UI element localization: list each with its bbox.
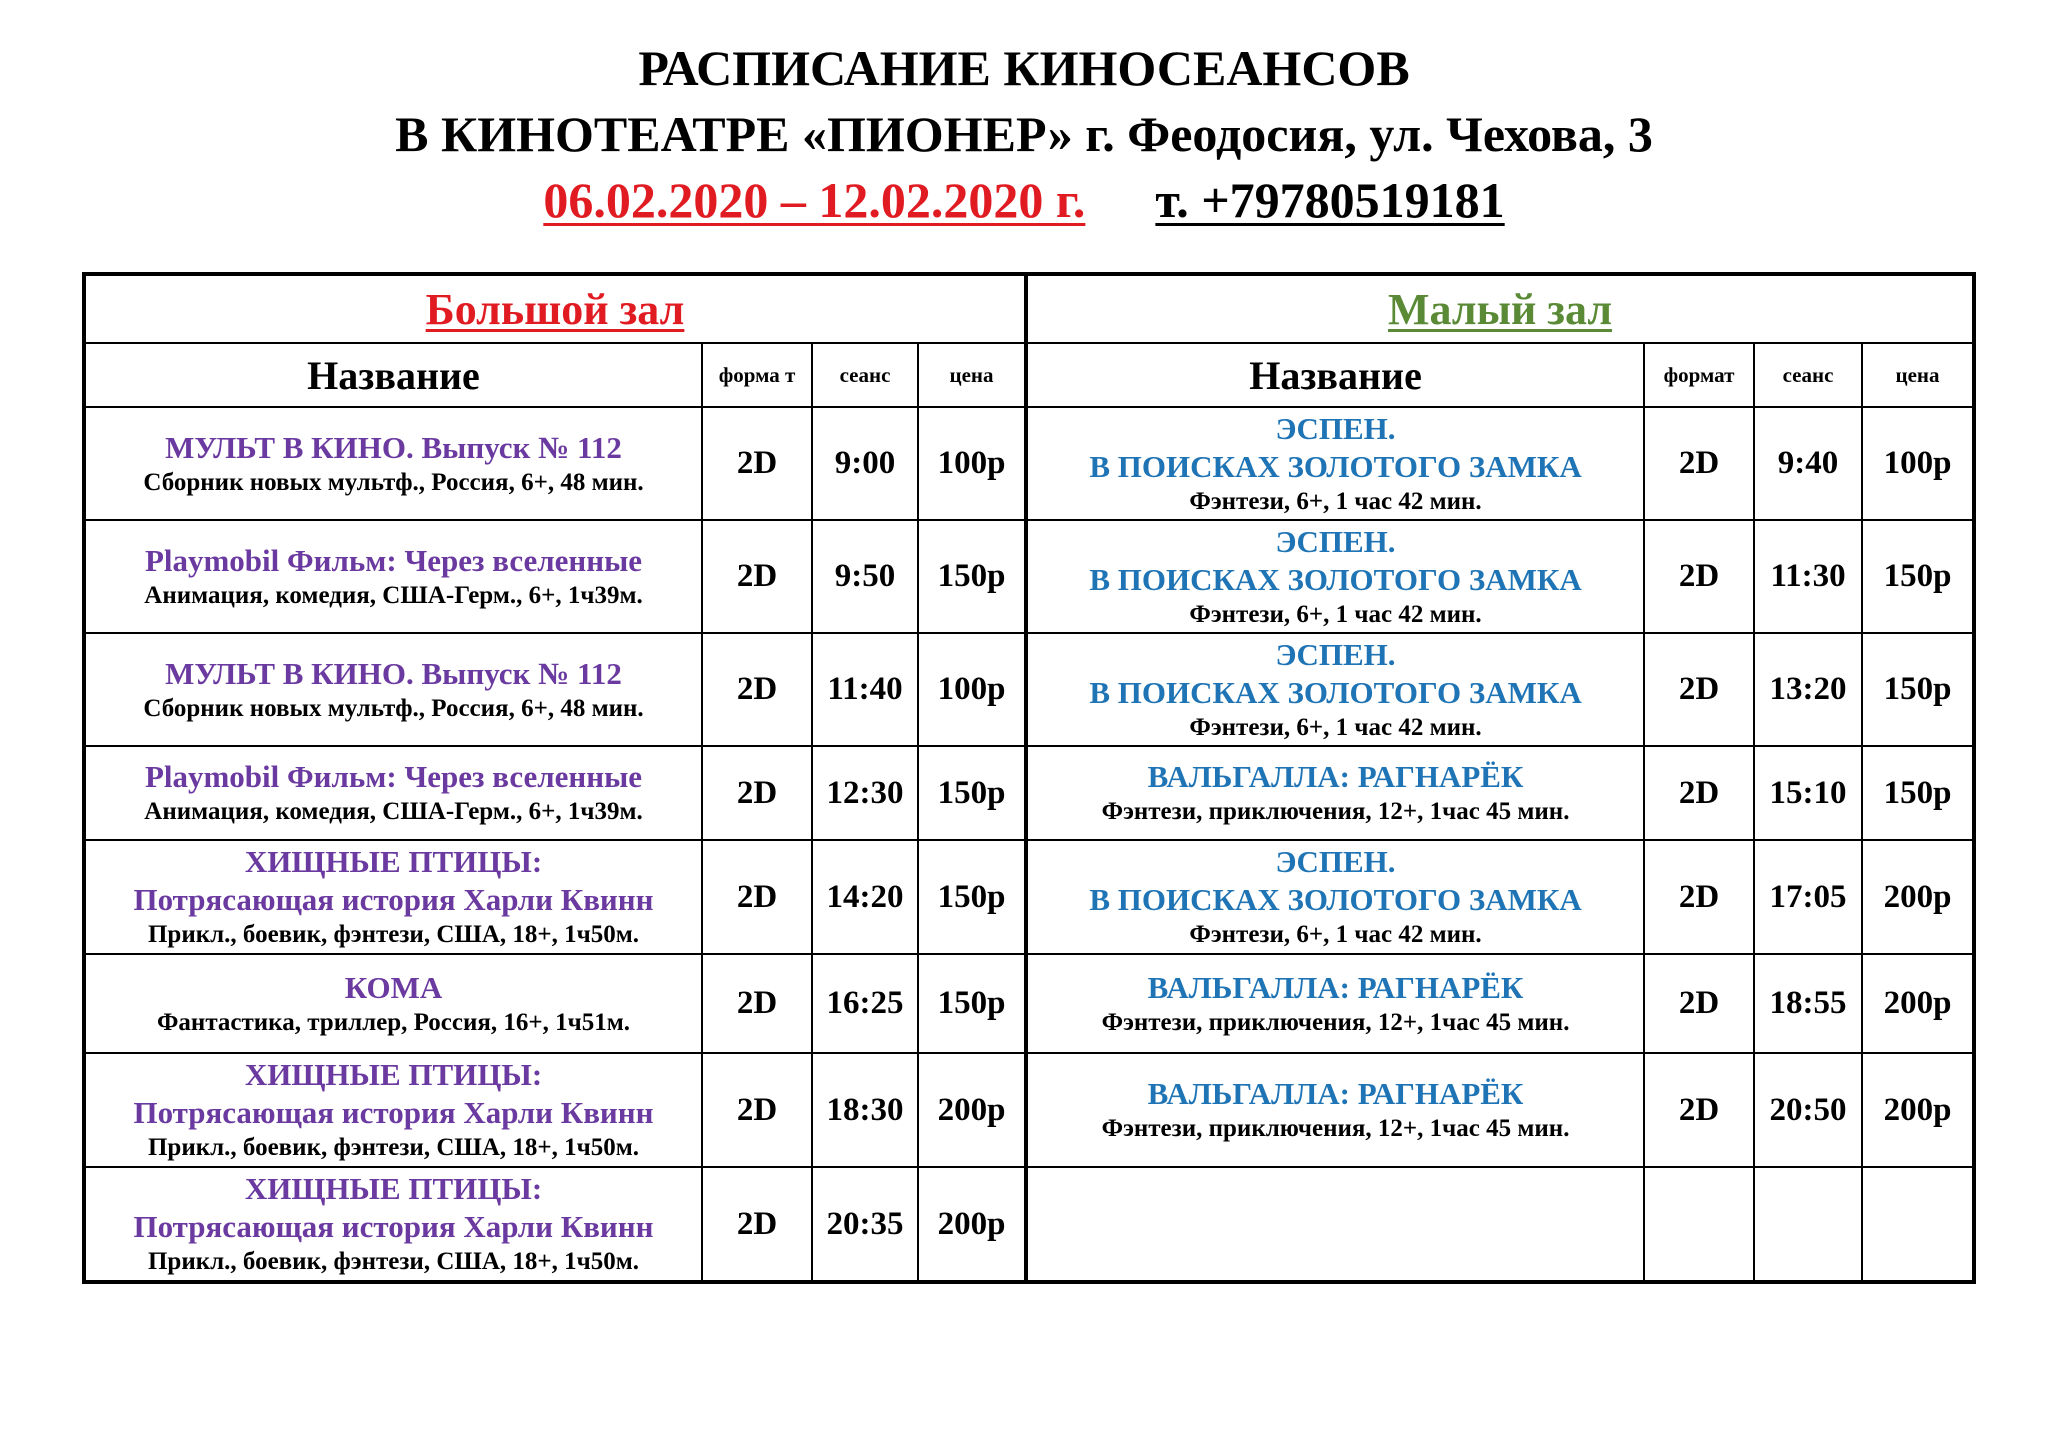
- session-cell-big: 16:25: [812, 954, 918, 1053]
- movie-title: ВАЛЬГАЛЛА: РАГНАРЁК: [1147, 969, 1524, 1005]
- session-cell-small: 20:50: [1754, 1053, 1862, 1167]
- price-cell-big: 150р: [918, 954, 1026, 1053]
- session-cell-big: 12:30: [812, 746, 918, 840]
- movie-info: Прикл., боевик, фэнтези, США, 18+, 1ч50м.: [147, 1134, 640, 1161]
- movie-title: ХИЩНЫЕ ПТИЦЫ:: [244, 844, 543, 879]
- session-cell-big: 20:35: [812, 1167, 918, 1282]
- movie-title: ВАЛЬГАЛЛА: РАГНАРЁК: [1147, 1076, 1524, 1111]
- hall-small-label: Малый зал: [1388, 284, 1613, 334]
- movie-cell-big: [84, 840, 702, 954]
- format-cell-small: 2D: [1644, 746, 1754, 840]
- price-cell-big: 200р: [918, 1167, 1026, 1282]
- movie-title: Потрясающая история Харли Квинн: [133, 1209, 654, 1244]
- price-cell-small: 200р: [1862, 1053, 1974, 1167]
- dates-phone-line: [0, 170, 2048, 230]
- table-row: [84, 407, 1974, 520]
- movie-title: Потрясающая история Харли Квинн: [133, 1095, 654, 1130]
- price-cell-big: 200р: [918, 1053, 1026, 1167]
- hall-big-label: Большой зал: [425, 284, 685, 334]
- movie-title: Playmobil Фильм: Через вселенные: [144, 759, 643, 794]
- schedule-rows: [84, 407, 1974, 1282]
- format-cell-big: 2D: [702, 407, 812, 520]
- session-cell-small: 17:05: [1754, 840, 1862, 954]
- movie-cell-big: [84, 407, 702, 520]
- session-cell-small: 15:10: [1754, 746, 1862, 840]
- session-cell-big: 18:30: [812, 1053, 918, 1167]
- movie-title: МУЛЬТ В КИНО. Выпуск № 112: [165, 429, 622, 465]
- movie-info: Фэнтези, 6+, 1 час 42 мин.: [1189, 713, 1482, 741]
- movie-cell-small: [1026, 1053, 1644, 1167]
- movie-cell-small: [1026, 520, 1644, 633]
- price-cell-big: 150р: [918, 746, 1026, 840]
- movie-cell-small: [1026, 407, 1644, 520]
- hall-small-cell: [1026, 274, 1974, 343]
- schedule-title: РАСПИСАНИЕ КИНОСЕАНСОВ: [638, 40, 1410, 96]
- format-cell-big: 2D: [702, 746, 812, 840]
- movie-info: Анимация, комедия, США-Герм., 6+, 1ч39м.: [144, 581, 643, 609]
- format-cell-big: 2D: [702, 520, 812, 633]
- movie-title: В ПОИСКАХ ЗОЛОТОГО ЗАМКА: [1089, 448, 1582, 484]
- format-cell-small: 2D: [1644, 520, 1754, 633]
- table-row: [84, 840, 1974, 954]
- movie-info: Фэнтези, 6+, 1 час 42 мин.: [1189, 600, 1482, 628]
- movie-cell-big: [84, 1167, 702, 1282]
- col-name-big: Название: [84, 343, 702, 407]
- session-cell-small: 11:30: [1754, 520, 1862, 633]
- column-header-row: [84, 343, 1974, 407]
- movie-cell-small: [1026, 954, 1644, 1053]
- movie-title: ХИЩНЫЕ ПТИЦЫ:: [244, 1171, 543, 1206]
- price-cell-big: 100р: [918, 633, 1026, 746]
- movie-info: Прикл., боевик, фэнтези, США, 18+, 1ч50м.: [147, 1248, 640, 1275]
- format-cell-small: 2D: [1644, 1053, 1754, 1167]
- hall-header-row: [84, 274, 1974, 343]
- price-cell-big: 150р: [918, 520, 1026, 633]
- session-cell-small: 18:55: [1754, 954, 1862, 1053]
- session-cell-big: 14:20: [812, 840, 918, 954]
- movie-title: Playmobil Фильм: Через вселенные: [144, 542, 643, 578]
- movie-title: ЭСПЕН.: [1275, 410, 1396, 446]
- format-cell-small: 2D: [1644, 954, 1754, 1053]
- movie-info: Фэнтези, приключения, 12+, 1час 45 мин.: [1101, 798, 1570, 825]
- movie-title: ЭСПЕН.: [1275, 636, 1396, 672]
- session-cell-big: 9:00: [812, 407, 918, 520]
- session-cell-small: [1754, 1167, 1862, 1282]
- col-price-small: цена: [1862, 343, 1974, 407]
- movie-title: КОМА: [344, 969, 443, 1005]
- col-session-big: сеанс: [812, 343, 918, 407]
- price-cell-small: 150р: [1862, 520, 1974, 633]
- movie-info: Фантастика, триллер, Россия, 16+, 1ч51м.: [156, 1008, 631, 1036]
- session-cell-big: 11:40: [812, 633, 918, 746]
- col-price-big: цена: [918, 343, 1026, 407]
- schedule-table: [82, 272, 1976, 1284]
- col-format-small: формат: [1644, 343, 1754, 407]
- movie-info: Фэнтези, 6+, 1 час 42 мин.: [1189, 921, 1482, 948]
- format-cell-small: 2D: [1644, 407, 1754, 520]
- price-cell-small: 150р: [1862, 746, 1974, 840]
- movie-title: В ПОИСКАХ ЗОЛОТОГО ЗАМКА: [1089, 882, 1582, 917]
- movie-cell-big: [84, 1053, 702, 1167]
- col-name-small: Название: [1026, 343, 1644, 407]
- movie-info: Сборник новых мультф., Россия, 6+, 48 мин.: [143, 694, 644, 722]
- movie-info: Анимация, комедия, США-Герм., 6+, 1ч39м.: [144, 798, 643, 825]
- table-row: [84, 1053, 1974, 1167]
- movie-cell-small: [1026, 746, 1644, 840]
- movie-cell-big: [84, 954, 702, 1053]
- table-row: [84, 633, 1974, 746]
- col-format-big: форма т: [702, 343, 812, 407]
- movie-cell-small: [1026, 840, 1644, 954]
- movie-title: МУЛЬТ В КИНО. Выпуск № 112: [165, 655, 622, 691]
- movie-cell-big: [84, 520, 702, 633]
- movie-title: ВАЛЬГАЛЛА: РАГНАРЁК: [1147, 759, 1524, 794]
- cinema-address: В КИНОТЕАТРЕ «ПИОНЕР» г. Феодосия, ул. Чехова, 3: [395, 106, 1653, 162]
- movie-title: ЭСПЕН.: [1275, 523, 1396, 559]
- format-cell-big: 2D: [702, 954, 812, 1053]
- movie-title: В ПОИСКАХ ЗОЛОТОГО ЗАМКА: [1089, 674, 1582, 710]
- date-range: 06.02.2020 – 12.02.2020 г.: [543, 172, 1086, 228]
- format-cell-big: 2D: [702, 1167, 812, 1282]
- table-row: [84, 1167, 1974, 1282]
- movie-info: Фэнтези, приключения, 12+, 1час 45 мин.: [1101, 1008, 1570, 1036]
- format-cell-big: 2D: [702, 840, 812, 954]
- price-cell-small: [1862, 1167, 1974, 1282]
- movie-info: Фэнтези, 6+, 1 час 42 мин.: [1189, 487, 1482, 515]
- movie-title: ЭСПЕН.: [1275, 844, 1396, 879]
- phone-number: т. +79780519181: [1155, 172, 1505, 228]
- col-session-small: сеанс: [1754, 343, 1862, 407]
- movie-info: Сборник новых мультф., Россия, 6+, 48 мин.: [143, 468, 644, 496]
- session-cell-small: 9:40: [1754, 407, 1862, 520]
- movie-cell-big: [84, 746, 702, 840]
- price-cell-small: 100р: [1862, 407, 1974, 520]
- format-cell-small: [1644, 1167, 1754, 1282]
- format-cell-small: 2D: [1644, 840, 1754, 954]
- movie-info: Прикл., боевик, фэнтези, США, 18+, 1ч50м.: [147, 921, 640, 948]
- table-row: [84, 954, 1974, 1053]
- movie-cell-small: [1026, 1167, 1644, 1282]
- format-cell-big: 2D: [702, 1053, 812, 1167]
- price-cell-big: 100р: [918, 407, 1026, 520]
- price-cell-small: 200р: [1862, 840, 1974, 954]
- movie-title: Потрясающая история Харли Квинн: [133, 882, 654, 917]
- movie-title: В ПОИСКАХ ЗОЛОТОГО ЗАМКА: [1089, 561, 1582, 597]
- movie-info: Фэнтези, приключения, 12+, 1час 45 мин.: [1101, 1115, 1570, 1142]
- hall-big-cell: [84, 274, 1026, 343]
- movie-cell-small: [1026, 633, 1644, 746]
- format-cell-small: 2D: [1644, 633, 1754, 746]
- price-cell-big: 150р: [918, 840, 1026, 954]
- movie-cell-big: [84, 633, 702, 746]
- movie-title: ХИЩНЫЕ ПТИЦЫ:: [244, 1057, 543, 1092]
- format-cell-big: 2D: [702, 633, 812, 746]
- session-cell-small: 13:20: [1754, 633, 1862, 746]
- price-cell-small: 150р: [1862, 633, 1974, 746]
- table-row: [84, 746, 1974, 840]
- table-row: [84, 520, 1974, 633]
- price-cell-small: 200р: [1862, 954, 1974, 1053]
- session-cell-big: 9:50: [812, 520, 918, 633]
